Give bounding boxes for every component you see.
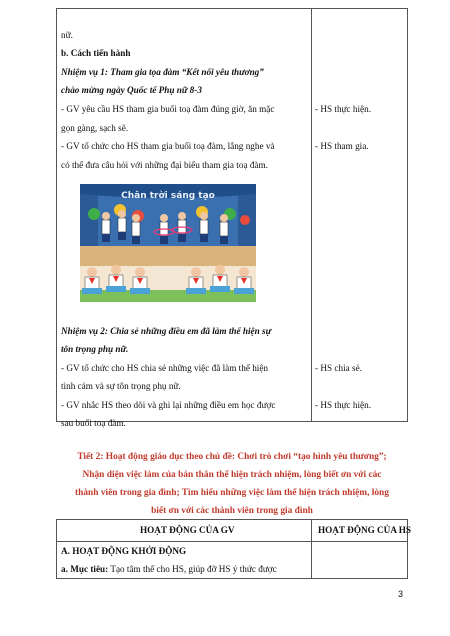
gv-step-4-cont: sau buổi toạ đàm. [61, 418, 126, 428]
hs-step-1: - HS thực hiện. [315, 104, 372, 114]
column-divider [311, 9, 312, 421]
column-divider [311, 520, 312, 578]
gv-step-1-cont: gọn gàng, sạch sẽ. [61, 123, 129, 133]
text-line: nữ. [61, 30, 73, 40]
hs-step-3: - HS chia sẻ. [315, 363, 362, 373]
heading-cach-tien-hanh: b. Cách tiến hành [61, 48, 131, 58]
muc-tieu-line [61, 563, 277, 575]
muc-tieu-label: a. Mục tiêu: [61, 564, 109, 574]
illustration-watermark: Chân trời sáng tạo [121, 191, 215, 201]
task1-title-cont: chào mừng ngày Quốc tế Phụ nữ 8-3 [61, 85, 202, 95]
gv-step-1: - GV yêu cầu HS tham gia buổi toạ đàm đúng giờ, ăn mặc [61, 104, 275, 114]
gv-step-3: - GV tổ chức cho HS chia sẻ những việc đã làm thể hiện [61, 363, 269, 373]
gv-step-2-cont: có thể đưa câu hỏi với những đại biểu tham gia toạ đàm. [61, 160, 268, 170]
task2-title: Nhiệm vụ 2: Chia sẻ những điều em đã làm thể hiện sự [61, 326, 272, 336]
gv-step-3-cont: tình cảm và sự tôn trọng phụ nữ. [61, 381, 181, 391]
hs-step-2: - HS tham gia. [315, 141, 369, 151]
header-hs: HOẠT ĐỘNG CỦA HS [318, 525, 411, 535]
row-divider [57, 541, 407, 542]
gv-step-4: - GV nhắc HS theo dõi và ghi lại những điều em học được [61, 400, 276, 410]
section-heading-line2: Nhận diện việc làm của bản thân thể hiện trách nhiệm, lòng biết ơn với các [82, 470, 382, 480]
page-number: 3 [398, 589, 404, 599]
hs-step-4: - HS thực hiện. [315, 400, 372, 410]
section-heading-line1: Tiết 2: Hoạt động giáo dục theo chủ đề: Chơi trò chơi “tạo hình yêu thương”; [77, 452, 387, 462]
classroom-illustration [80, 184, 256, 302]
gv-step-2: - GV tổ chức cho HS tham gia buổi toạ đàm, lắng nghe và [61, 141, 275, 151]
task1-title: Nhiệm vụ 1: Tham gia tọa đàm “Kết nối yêu thương” [61, 67, 264, 77]
header-gv: HOẠT ĐỘNG CỦA GV [140, 525, 235, 535]
section-heading-line3: thành viên trong gia đình; Tìm hiểu những việc làm thể hiện trách nhiệm, lòng [75, 488, 389, 498]
task2-title-cont: tôn trọng phụ nữ. [61, 344, 129, 354]
section-heading-line4: biết ơn với các thành viên trong gia đình [151, 506, 313, 516]
row-khoi-dong: A. HOẠT ĐỘNG KHỞI ĐỘNG [61, 546, 187, 556]
muc-tieu-text: Tạo tâm thế cho HS, giúp đỡ HS ý thức được [110, 564, 277, 574]
